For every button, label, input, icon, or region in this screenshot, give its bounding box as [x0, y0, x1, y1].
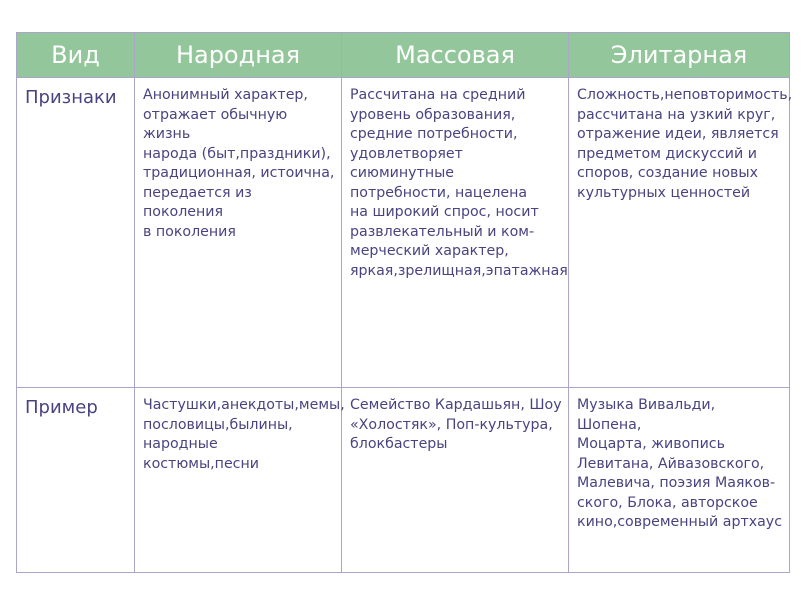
row-label-features: Признаки [17, 78, 135, 388]
cell-folk-features: Анонимный характер, отражает обычную жизнь народа (быт,праздники), традиционная, истоична, передается из поколения в поколения [135, 78, 342, 388]
header-elite: Элитарная [569, 33, 790, 78]
table-row-examples [17, 388, 790, 573]
header-mass: Массовая [342, 33, 569, 78]
cell-folk-examples: Частушки,анекдоты,мемы, пословицы,былины, народные костюмы,песни [135, 388, 342, 573]
header-folk: Народная [135, 33, 342, 78]
cell-mass-features: Рассчитана на средний уровень образования, средние потребности, удовлетворяет сиюминутные потребности, нацелена на широкий спрос, носит развлекательный и ком- мерческий характер, яркая,зрелищная,эпатажная [342, 78, 569, 388]
cell-elite-examples: Музыка Вивальди, Шопена, Моцарта, живопись Левитана, Айвазовского, Малевича, поэзия Маяков- ского, Блока, авторское кино,современный артхаус [569, 388, 790, 573]
table-row-features [17, 78, 790, 388]
culture-types-table [16, 32, 793, 573]
header-row [17, 33, 790, 78]
cell-elite-features: Сложность,неповторимость, рассчитана на узкий круг, отражение идеи, является предметом дискуссий и споров, создание новых культурных ценностей [569, 78, 790, 388]
cell-mass-examples: Семейство Кардашьян, Шоу «Холостяк», Поп-культура, блокбастеры [342, 388, 569, 573]
header-type: Вид [17, 33, 135, 78]
row-label-examples: Пример [17, 388, 135, 573]
